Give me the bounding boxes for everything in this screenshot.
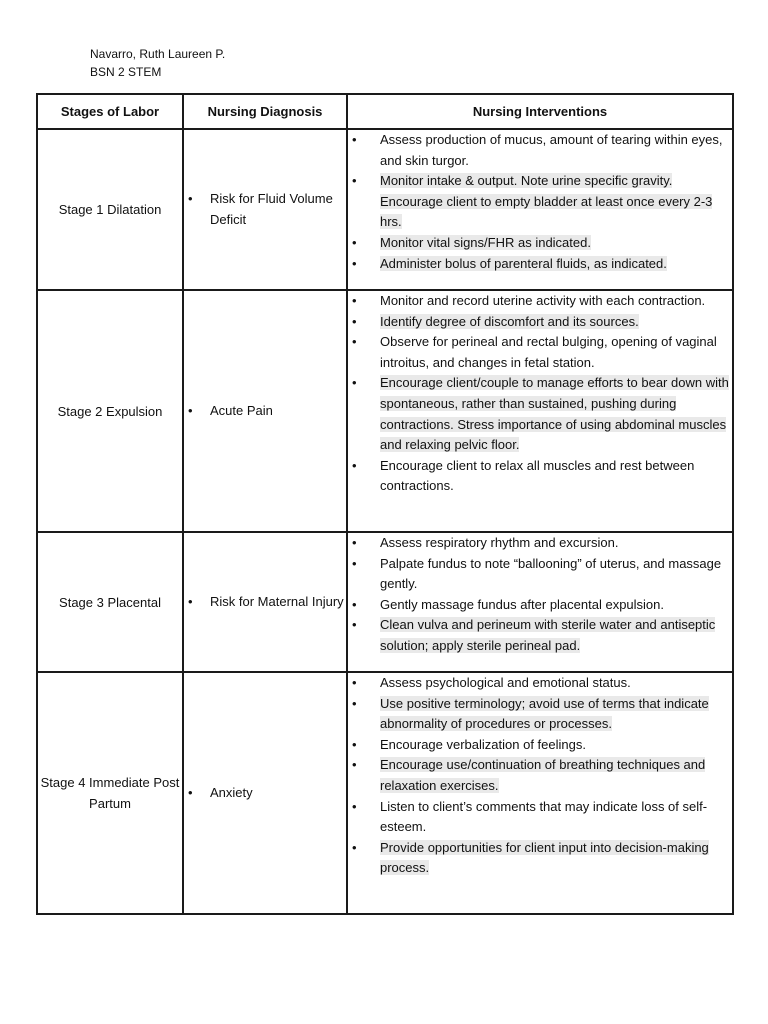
stage-cell: Stage 2 Expulsion — [37, 290, 183, 532]
intervention-text: Identify degree of discomfort and its sources. — [380, 313, 639, 329]
intervention-item — [348, 233, 732, 254]
intervention-text: Assess respiratory rhythm and excursion. — [380, 535, 619, 550]
intervention-item — [348, 615, 732, 656]
diagnosis-cell — [183, 672, 347, 914]
intervention-item — [348, 694, 732, 735]
interventions-cell — [347, 129, 733, 290]
intervention-item — [348, 554, 732, 595]
intervention-item — [348, 735, 732, 756]
table-row — [37, 532, 733, 672]
intervention-text: Encourage client to relax all muscles and rest between contractions. — [380, 457, 695, 494]
intervention-text: Use positive terminology; avoid use of terms that indicate abnormality of procedures or processes. — [380, 695, 709, 732]
table-row — [37, 290, 733, 532]
intervention-item — [348, 673, 732, 694]
intervention-item — [348, 456, 732, 497]
interventions-cell — [347, 532, 733, 672]
nursing-care-table — [36, 93, 734, 915]
intervention-text: Assess production of mucus, amount of tearing within eyes, and skin turgor. — [380, 132, 723, 168]
intervention-text: Monitor intake & output. Note urine specific gravity. Encourage client to empty bladder at least once every 2-3 hrs. — [380, 173, 713, 230]
document-header — [90, 45, 225, 81]
intervention-text: Palpate fundus to note “ballooning” of uterus, and massage gently. — [380, 555, 722, 592]
intervention-text: Encourage use/continuation of breathing techniques and relaxation exercises. — [380, 757, 706, 793]
diagnosis-item: • Acute Pain — [184, 401, 346, 422]
intervention-text: Listen to client’s comments that may indicate loss of self-esteem. — [380, 798, 708, 835]
table-row — [37, 672, 733, 914]
intervention-text: Assess psychological and emotional status. — [380, 675, 631, 690]
table-row — [37, 129, 733, 290]
diagnosis-item: • Anxiety — [184, 783, 346, 804]
diagnosis-item: • Risk for Fluid Volume Deficit — [184, 189, 346, 230]
interventions-cell — [347, 290, 733, 532]
intervention-item — [348, 332, 732, 373]
intervention-item — [348, 171, 732, 233]
stage-cell: Stage 4 Immediate Post Partum — [37, 672, 183, 914]
diagnosis-item: • Risk for Maternal Injury — [184, 592, 346, 613]
intervention-text: Clean vulva and perineum with sterile water and antiseptic solution; apply sterile perineal pad. — [380, 617, 716, 653]
intervention-text: Encourage client/couple to manage efforts to bear down with spontaneous, rather than sustained, pushing during contractions. Stress importance of using abdominal muscles and relaxing pelvic floor. — [380, 375, 729, 453]
intervention-item — [348, 130, 732, 171]
intervention-text: Monitor vital signs/FHR as indicated. — [380, 234, 591, 250]
intervention-text: Administer bolus of parenteral fluids, as indicated. — [380, 255, 667, 271]
header-nursing-diagnosis: Nursing Diagnosis — [183, 94, 347, 129]
diagnosis-cell — [183, 290, 347, 532]
diagnosis-cell — [183, 129, 347, 290]
header-nursing-interventions: Nursing Interventions — [347, 94, 733, 129]
intervention-text: Gently massage fundus after placental expulsion. — [380, 596, 665, 612]
author-program: BSN 2 STEM — [90, 65, 162, 79]
interventions-cell — [347, 672, 733, 914]
intervention-item — [348, 838, 732, 879]
author-name: Navarro, Ruth Laureen P. — [90, 47, 226, 61]
intervention-item — [348, 373, 732, 455]
intervention-text: Provide opportunities for client input into decision-making process. — [380, 839, 709, 876]
table-header-row — [37, 94, 733, 129]
intervention-item — [348, 755, 732, 796]
intervention-item — [348, 595, 732, 616]
intervention-item — [348, 254, 732, 275]
intervention-item — [348, 291, 732, 312]
intervention-text: Encourage verbalization of feelings. — [380, 736, 586, 752]
diagnosis-cell — [183, 532, 347, 672]
intervention-text: Observe for perineal and rectal bulging, opening of vaginal introitus, and changes in fetal station. — [380, 334, 717, 370]
intervention-text: Monitor and record uterine activity with each contraction. — [380, 293, 706, 308]
stage-cell: Stage 1 Dilatation — [37, 129, 183, 290]
intervention-item — [348, 312, 732, 333]
intervention-item — [348, 797, 732, 838]
stage-cell: Stage 3 Placental — [37, 532, 183, 672]
intervention-item — [348, 533, 732, 554]
header-stages-of-labor: Stages of Labor — [37, 94, 183, 129]
